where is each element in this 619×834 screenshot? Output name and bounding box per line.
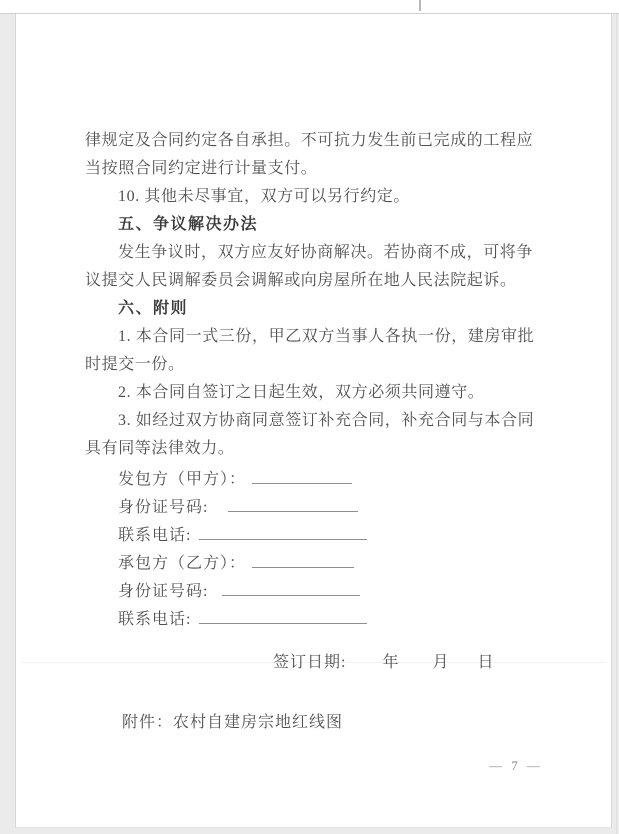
dispute-line-2: 议提交人民调解委员会调解或向房屋所在地人民法院起诉。 bbox=[85, 272, 517, 289]
signing-date-row bbox=[273, 649, 545, 677]
party-a-id-blank-line bbox=[228, 491, 358, 512]
viewer-top-strip bbox=[0, 0, 619, 14]
party-b-label: 承包方（乙方）： bbox=[118, 555, 247, 572]
signing-date-day: 日 bbox=[477, 654, 495, 671]
carryover-line-1: 律规定及合同约定各自承担。不可抗力发生前已完成的工程应 bbox=[85, 132, 534, 149]
page-right-edge bbox=[616, 14, 617, 834]
page-number: — 7 — bbox=[489, 758, 543, 773]
signing-date-year: 年 bbox=[382, 654, 400, 671]
supplementary-item3-line-1: 3. 如经过双方协商同意签订补充合同，补充合同与本合同 bbox=[118, 412, 535, 429]
supplementary-item2-line: 2. 本合同自签订之日起生效，双方必须共同遵守。 bbox=[118, 384, 485, 401]
party-b-id-row bbox=[118, 575, 545, 603]
carryover-line-2: 当按照合同约定进行计量支付。 bbox=[85, 160, 318, 177]
scan-artifact-line bbox=[21, 662, 606, 663]
supplementary-section-heading: 六、附则 bbox=[118, 300, 189, 317]
party-b-phone-row bbox=[118, 603, 545, 631]
top-divider-tick bbox=[419, 0, 421, 11]
party-a-phone-row bbox=[118, 519, 545, 547]
party-a-row bbox=[118, 463, 545, 491]
dispute-line-1: 发生争议时，双方应友好协商解决。若协商不成，可将争 bbox=[118, 244, 534, 261]
party-a-phone-label: 联系电话: bbox=[118, 527, 192, 544]
party-a-blank-line bbox=[252, 463, 352, 484]
party-a-phone-blank-line bbox=[199, 519, 367, 540]
party-b-id-label: 身份证号码: bbox=[118, 583, 209, 600]
contract-page bbox=[15, 14, 612, 828]
page-content bbox=[16, 14, 545, 737]
party-a-id-row bbox=[118, 491, 545, 519]
signing-date-month: 月 bbox=[432, 654, 450, 671]
party-b-phone-blank-line bbox=[199, 603, 367, 624]
party-a-id-label: 身份证号码: bbox=[118, 499, 209, 516]
dispute-section-heading: 五、争议解决办法 bbox=[118, 216, 259, 233]
party-b-id-blank-line bbox=[222, 575, 360, 596]
attachment-line: 附件：农村自建房宗地红线图 bbox=[122, 714, 344, 731]
party-b-row bbox=[118, 547, 545, 575]
party-b-blank-line bbox=[252, 547, 354, 568]
party-b-phone-label: 联系电话: bbox=[118, 611, 192, 628]
supplementary-item3-line-2: 具有同等法律效力。 bbox=[85, 440, 235, 457]
supplementary-item1-line-1: 1. 本合同一式三份，甲乙双方当事人各执一份，建房审批 bbox=[118, 328, 535, 345]
misc-item-line: 10. 其他未尽事宜，双方可以另行约定。 bbox=[118, 188, 411, 205]
signing-date-label: 签订日期: bbox=[273, 654, 347, 671]
party-a-label: 发包方（甲方）： bbox=[118, 471, 247, 488]
supplementary-item1-line-2: 时提交一份。 bbox=[85, 356, 185, 373]
